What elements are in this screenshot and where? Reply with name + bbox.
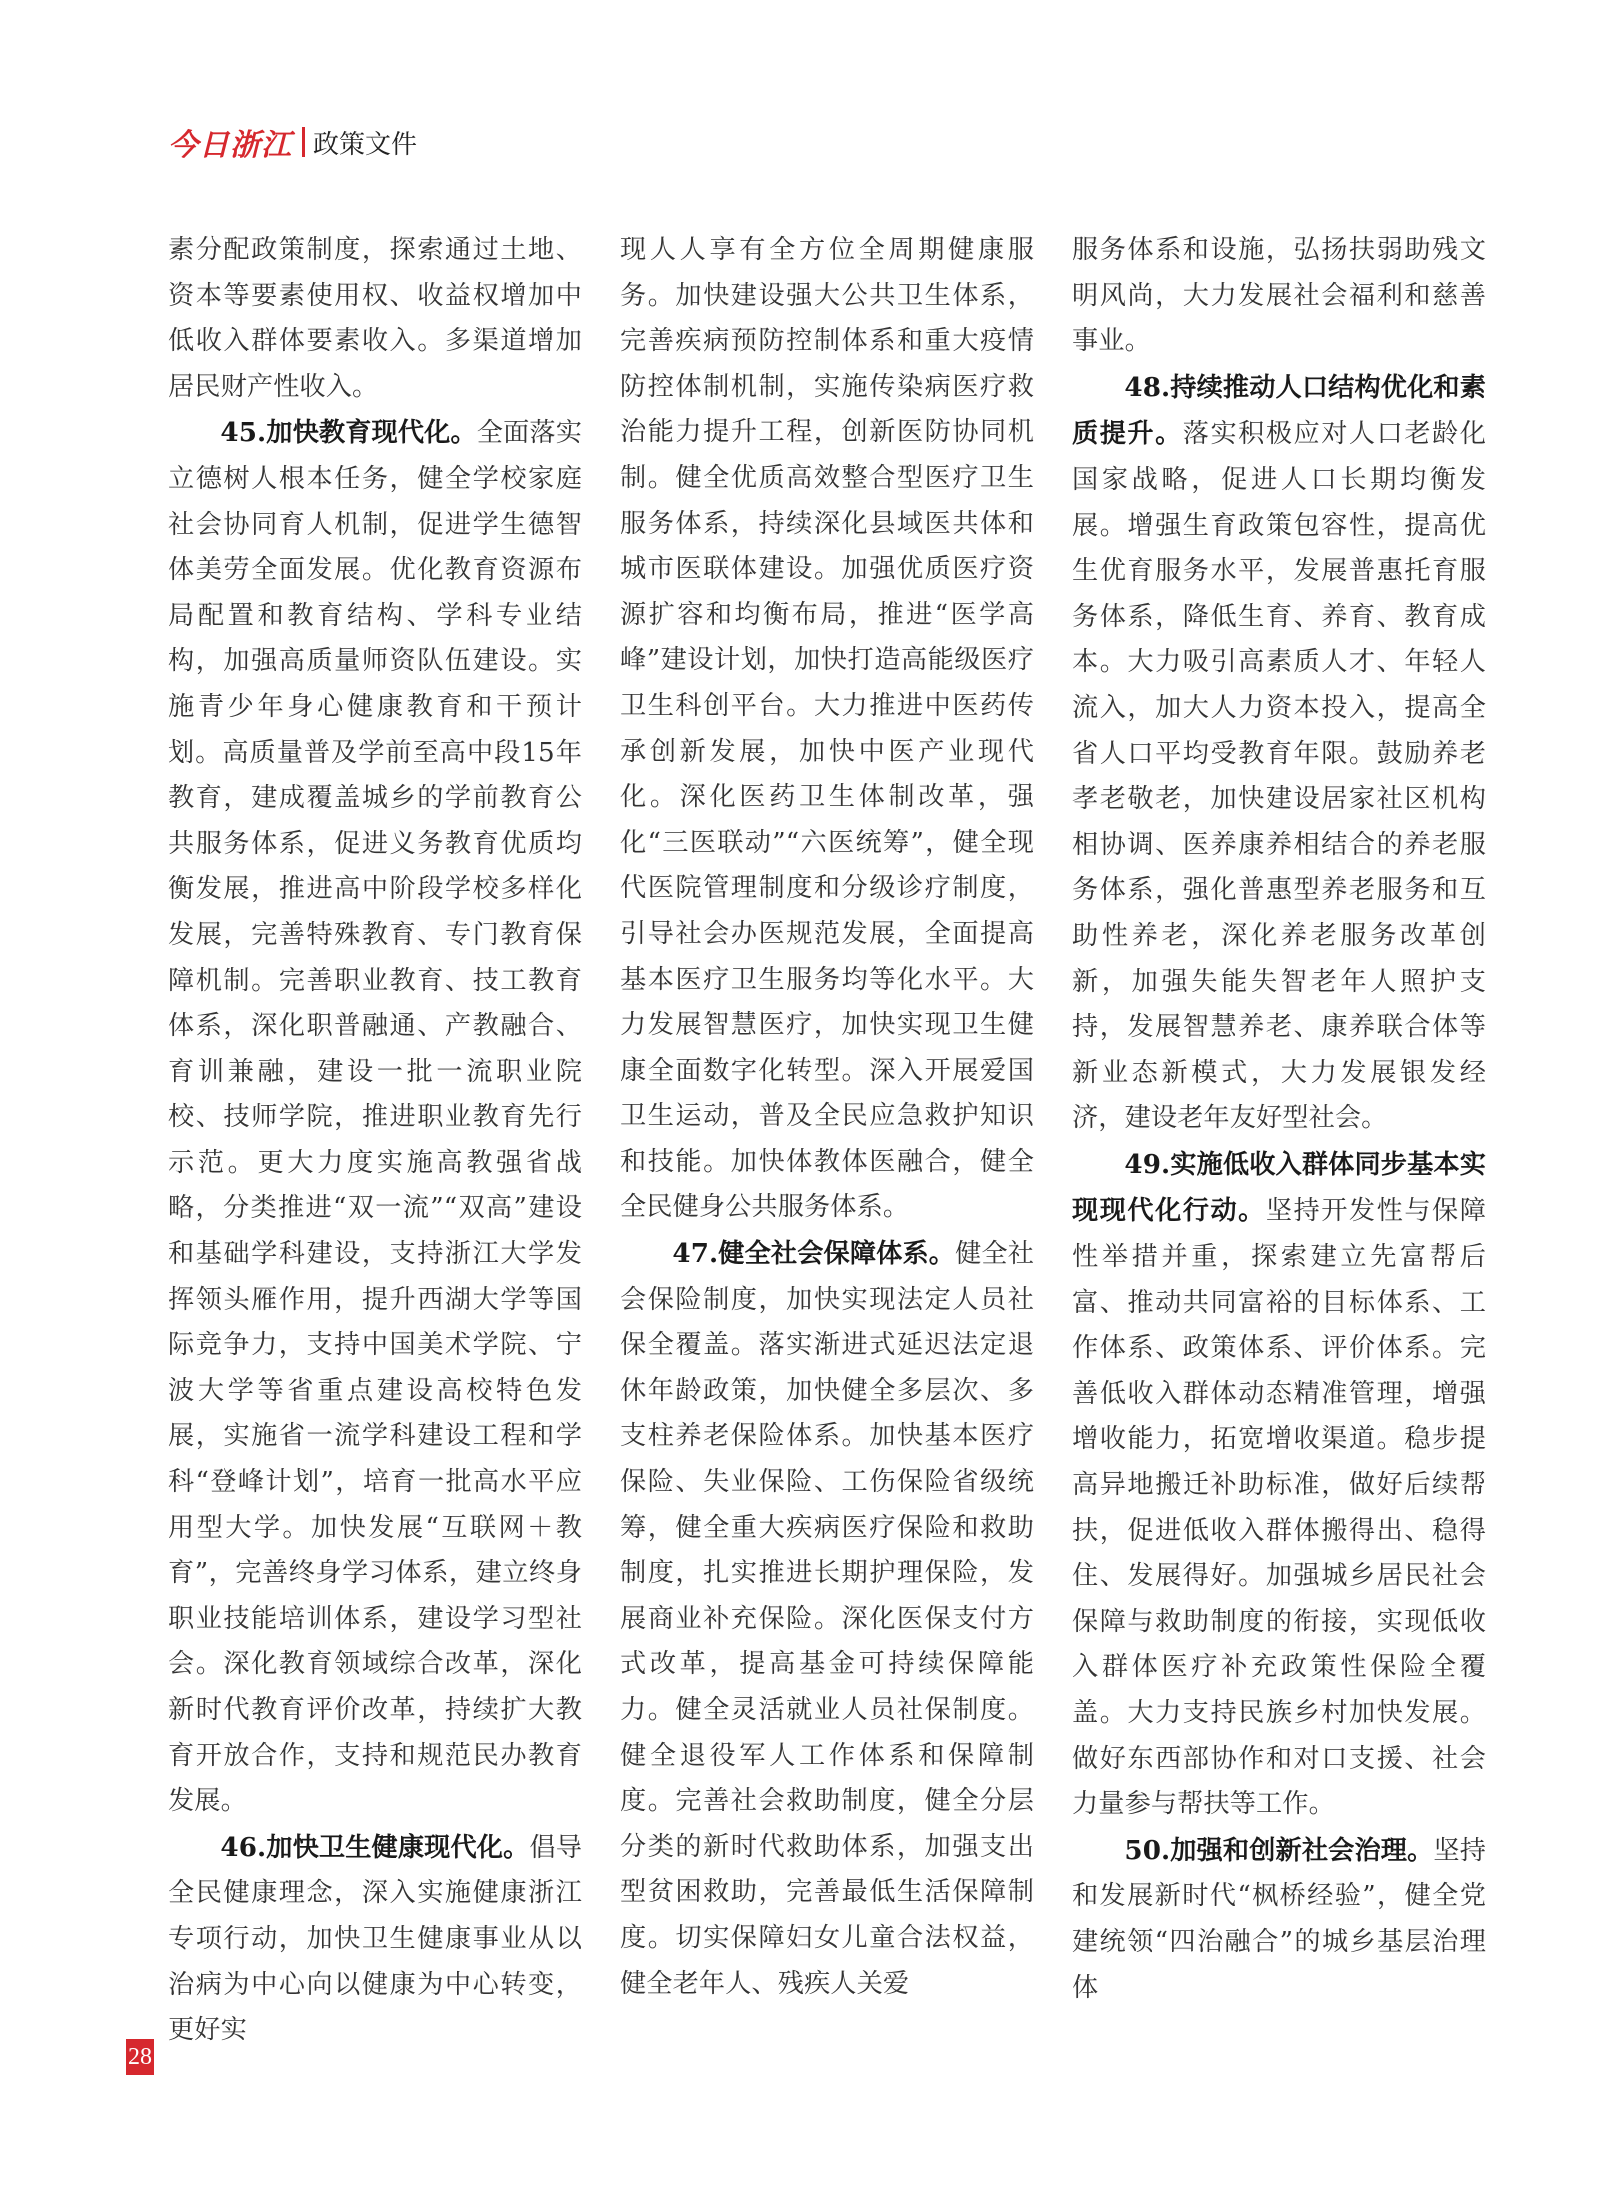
column-1 — [168, 228, 582, 2054]
paragraph-text: 落实积极应对人口老龄化国家战略，促进人口长期均衡发展。增强生育政策包容性，提高优生优育服务水平，发展普惠托育服务体系，降低生育、养育、教育成本。大力吸引高素质人才、年轻人流入，加大人力资本投入，提高全省人口平均受教育年限。鼓励养老孝老敬老，加快建设居家社区机构相协调、医养康养相结合的养老服务体系，强化普惠型养老服务和互助性养老，深化养老服务改革创新，加强失能失智老年人照护支持，发展智慧养老、康养联合体等新业态新模式，大力发展银发经济，建设老年友好型社会。 — [1072, 419, 1486, 1134]
header-divider — [302, 127, 305, 157]
section-heading: 48.持续推动人口结构优化和素质提升。 — [1072, 371, 1486, 450]
paragraph — [168, 1825, 582, 2054]
paragraph-text: 坚持和发展新时代“枫桥经验”，健全党建统领“四治融合”的城乡基层治理体 — [1072, 1835, 1487, 2003]
page-header — [168, 122, 417, 162]
paragraph — [1072, 228, 1486, 365]
column-2 — [620, 228, 1034, 2054]
paragraph-text: 倡导全民健康理念，深入实施健康浙江专项行动，加快卫生健康事业从以治病为中心向以健康为中心转变，更好实 — [168, 1832, 583, 2046]
paragraph-text: 健全社会保险制度，加快实现法定人员社保全覆盖。落实渐进式延迟法定退休年龄政策，加快健全多层次、多支柱养老保险体系。加快基本医疗保险、失业保险、工伤保险省级统筹，健全重大疾病医疗保险和救助制度，扎实推进长期护理保险，发展商业补充保险。深化医保支付方式改革，提高基金可持续保障能力。健全灵活就业人员社保制度。健全退役军人工作体系和保障制度。完善社会救助制度，健全分层分类的新时代救助体系，加强支出型贫困救助，完善最低生活保障制度。切实保障妇女儿童合法权益，健全老年人、残疾人关爱 — [620, 1239, 1034, 1999]
paragraph — [1072, 365, 1486, 1142]
column-3 — [1072, 228, 1486, 2054]
section-heading: 46.加快卫生健康现代化。 — [220, 1831, 530, 1863]
article-body — [168, 228, 1487, 2046]
paragraph — [1072, 1828, 1486, 2011]
brand-logo: 今日浙江 — [168, 128, 292, 163]
paragraph — [168, 410, 582, 1824]
section-heading: 45.加快教育现代化。 — [220, 417, 477, 449]
paragraph — [620, 228, 1034, 1231]
paragraph — [168, 228, 582, 410]
section-heading: 47.健全社会保障体系。 — [672, 1238, 956, 1270]
section-heading: 50.加强和创新社会治理。 — [1124, 1834, 1434, 1866]
paragraph-text: 现人人享有全方位全周期健康服务。加快建设强大公共卫生体系，完善疾病预防控制体系和重大疫情防控体制机制，实施传染病医疗救治能力提升工程，创新医防协同机制。健全优质高效整合型医疗卫生服务体系，持续深化县域医共体和城市医联体建设。加强优质医疗资源扩容和均衡布局，推进“医学高峰”建设计划，加快打造高能级医疗卫生科创平台。大力推进中医药传承创新发展，加快中医产业现代化。深化医药卫生体制改革，强化“三医联动”“六医统筹”，健全现代医院管理制度和分级诊疗制度，引导社会办医规范发展，全面提高基本医疗卫生服务均等化水平。大力发展智慧医疗，加快实现卫生健康全面数字化转型。深入开展爱国卫生运动，普及全民应急救护知识和技能。加快体教体医融合，健全全民健身公共服务体系。 — [620, 235, 1034, 1223]
paragraph-text: 素分配政策制度，探索通过土地、资本等要素使用权、收益权增加中低收入群体要素收入。多渠道增加居民财产性收入。 — [168, 235, 582, 402]
section-title: 政策文件 — [313, 129, 418, 160]
paragraph-text: 坚持开发性与保障性举措并重，探索建立先富帮后富、推动共同富裕的目标体系、工作体系、政策体系、评价体系。完善低收入群体动态精准管理，增强增收能力，拓宽增收渠道。稳步提高异地搬迁补助标准，做好后续帮扶，促进低收入群体搬得出、稳得住、发展得好。加强城乡居民社会保障与救助制度的衔接，实现低收入群体医疗补充政策性保险全覆盖。大力支持民族乡村加快发展。做好东西部协作和对口支援、社会力量参与帮扶等工作。 — [1072, 1196, 1486, 1820]
page-number: 28 — [126, 2039, 154, 2075]
paragraph-text: 服务体系和设施，弘扬扶弱助残文明风尚，大力发展社会福利和慈善事业。 — [1072, 235, 1486, 357]
paragraph — [1072, 1142, 1486, 1828]
section-heading: 49.实施低收入群体同步基本实现现代化行动。 — [1072, 1148, 1486, 1227]
paragraph — [620, 1231, 1034, 2007]
paragraph-text: 全面落实立德树人根本任务，健全学校家庭社会协同育人机制，促进学生德智体美劳全面发展。优化教育资源布局配置和教育结构、学科专业结构，加强高质量师资队伍建设。实施青少年身心健康教育和干预计划。高质量普及学前至高中段15年教育，建成覆盖城乡的学前教育公共服务体系，促进义务教育优质均衡发展，推进高中阶段学校多样化发展，完善特殊教育、专门教育保障机制。完善职业教育、技工教育体系，深化职普融通、产教融合、育训兼融，建设一批一流职业院校、技师学院，推进职业教育先行示范。更大力度实施高教强省战略，分类推进“双一流”“双高”建设和基础学科建设，支持浙江大学发挥领头雁作用，提升西湖大学等国际竞争力，支持中国美术学院、宁波大学等省重点建设高校特色发展，实施省一流学科建设工程和学科“登峰计划”，培育一批高水平应用型大学。加快发展“互联网＋教育”，完善终身学习体系，建立终身职业技能培训体系，建设学习型社会。深化教育领域综合改革，深化新时代教育评价改革，持续扩大教育开放合作，支持和规范民办教育发展。 — [168, 418, 582, 1817]
